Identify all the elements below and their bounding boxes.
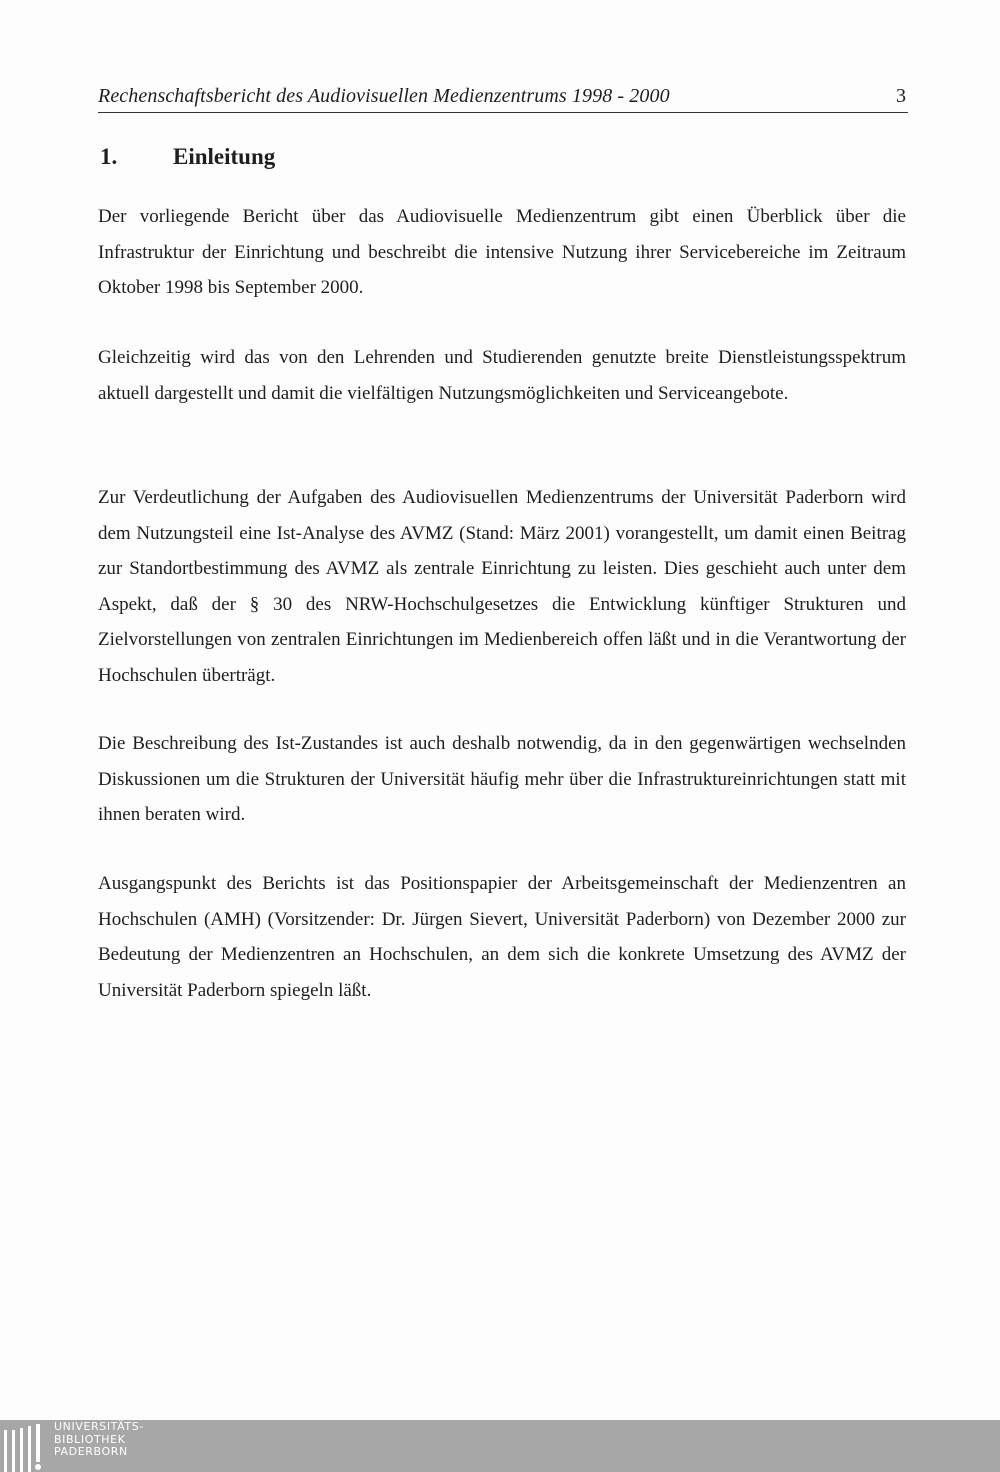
section-heading (100, 143, 275, 171)
paragraph-services: Gleichzeitig wird das von den Lehrenden und Studierenden genutzte breite Dienstleistungsspektrum aktuell dargestellt und damit die vielfältigen Nutzungsmöglichkeiten und Serviceangebote. (98, 347, 906, 404)
library-logo-icon (0, 1420, 50, 1472)
library-line: PADERBORN (54, 1445, 128, 1458)
section-title: Einleitung (173, 144, 276, 169)
page-number: 3 (896, 85, 906, 107)
library-line: BIBLIOTHEK (54, 1432, 126, 1446)
running-title: Rechenschaftsbericht des Audiovisuellen Medienzentrums 1998 - 2000 (98, 85, 670, 107)
paragraph-starting-point: Ausgangspunkt des Berichts ist das Positionspapier der Arbeitsgemeinschaft der Medienzentren an Hochschulen (AMH) (Vorsitzender: Dr. Jürgen Sievert, Universität Paderborn) von Dezember 2000 zur Bedeutung der Medienzentren an Hochschulen, an dem sich die konkrete Umsetzung des AVMZ der Universität Paderborn spiegeln läßt. (98, 873, 906, 1001)
paragraph-tasks: Zur Verdeutlichung der Aufgaben des Audiovisuellen Medienzentrums der Universität Paderborn wird dem Nutzungsteil eine Ist-Analyse des AVMZ (Stand: März 2001) vorangestellt, um damit einen Beitrag zur Standortbestimmung des AVMZ als zentrale Einrichtung zu leisten. Dies geschieht auch unter dem Aspekt, daß der § 30 des NRW-Hochschulgesetzes die Entwicklung künftiger Strukturen und Zielvorstellungen von zentralen Einrichtungen im Medienbereich offen läßt und in die Verantwortung der Hochschulen überträgt. (98, 487, 906, 686)
paragraph-status: Die Beschreibung des Ist-Zustandes ist auch deshalb notwendig, da in den gegenwärtigen wechselnden Diskussionen um die Strukturen der Universität häufig mehr über die Infrastruktureinrichtungen statt mit ihnen beraten wird. (98, 733, 906, 825)
section-number: 1. (100, 144, 118, 169)
library-line: UNIVERSITÄTS- (54, 1420, 144, 1433)
paragraph-intro: Der vorliegende Bericht über das Audiovisuelle Medienzentrum gibt einen Überblick über die Infrastruktur der Einrichtung und beschreibt die intensive Nutzung ihrer Servicebereiche im Zeitraum Oktober 1998 bis September 2000. (98, 206, 906, 298)
running-header (98, 84, 908, 113)
library-name (54, 1421, 144, 1459)
library-footer-bar (0, 1420, 1000, 1472)
